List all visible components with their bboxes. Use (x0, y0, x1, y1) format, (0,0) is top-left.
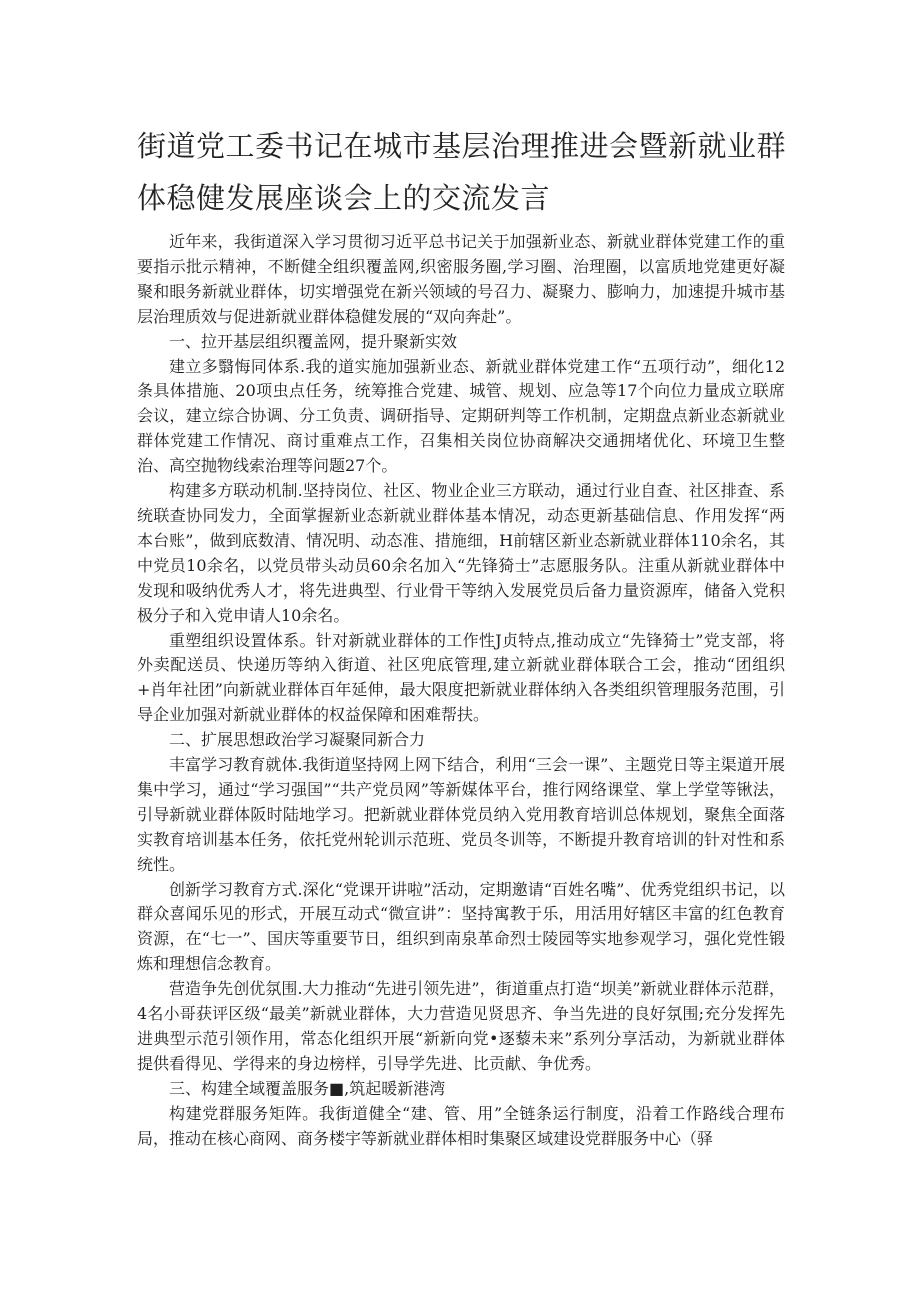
section-heading-3: 三、构建全域覆盖服务■,筑起暖新港湾 (169, 1078, 446, 1098)
document-body (137, 230, 785, 1152)
document-title: 街道党工委书记在城市基层治理推进会暨新就业群体稳健发展座谈会上的交流发言 (137, 129, 787, 215)
paragraph: 丰富学习教育就体.我街道坚持网上网下结合，利用“三会一课”、主题党日等主渠道开展集中学习，通过“学习强国”“共产党员网”等新媒体平台，推行网络课堂、掌上学堂等锹法，引导新就业群体阪时陆地学习。把新就业群体党员纳入党用教育培训总体规划，聚焦全面落实教育培训基本任务，依托党州轮训示范班、党员冬训等，不断提升教育培训的针对性和系统性。 (137, 755, 785, 874)
paragraph: 创新学习教育方式.深化“党课开讲啦”活动，定期邀请“百姓名嘴”、优秀党组织书记，以群众喜闻乐见的形式，开展互动式“微宣讲”：坚持寓教于乐，用活用好辖区丰富的红色教育资源，在“七一”、国庆等重要节日，组织到南泉革命烈士陵园等实地参观学习，强化党性锻炼和理想信念教育。 (137, 879, 785, 974)
paragraph: 重塑组织设置体系。针对新就业群体的工作性J贞特点,推动成立“先锋猗士”党支部，将外卖配送员、快递历等纳入街道、社区兜底管理,建立新就业群体联合工会，推动“团组织+肖年社团”向新就业群体百年延伸，最大限度把新就业群体纳入各类组织管理服务范围，引导企业加强对新就业群体的权益保障和困难帮扶。 (137, 630, 785, 725)
paragraph: 营造争先创优氛围.大力推动“先进引领先进”，街道重点打造“坝美”新就业群体示范群，4名小哥获评区级“最美”新就业群体，大力营造见贤思齐、争当先进的良好氛围;充分发挥先进典型示范引领作用，常态化组织开展“新新向党•逐藜未来”系列分享活动，为新就业群体提供看得见、学得来的身边榜样，引导学先进、比贡献、争优秀。 (137, 979, 785, 1073)
section-heading-1: 一、拉开基层组织覆盖网，提升聚新实效 (169, 331, 458, 351)
paragraph: 构建党群服务矩阵。我街道健全“建、管、用”全链条运行制度，沿着工作路线合理布局，推动在核心商网、商务楼宇等新就业群体相时集聚区域建设党群服务中心（驿 (137, 1103, 785, 1148)
paragraph: 构建多方联动机制.坚持岗位、社区、物业企业三方联动，通过行业自查、社区排查、系统联查协同发力，全面掌握新业态新就业群体基本情况，动态更新基础信息、作用发挥“两本台账”，做到底数清、情况明、动态准、措施细，H前辖区新业态新就业群体110余名，其中党员10余名，以党员带头动员60余名加入“先锋猗士”志愿服务队。注重从新就业群体中发现和吸纳优秀人才，将先进典型、行业骨干等纳入发展党员后备力量资源库，储备入党积极分子和入党申请人10余名。 (137, 481, 785, 625)
section-heading-2: 二、扩展思想政治学习凝聚同新合力 (169, 730, 426, 750)
paragraph-intro: 近年来，我街道深入学习贯彻习近平总书记关于加强新业态、新就业群体党建工作的重要指示批示精神，不断健全组织覆盖网,织密服务圈,学习圈、治理圈，以富质地党建更好凝聚和眼务新就业群体，切实增强党在新兴领域的号召力、凝聚力、膨响力，加速提升城市基层治理质效与促进新就业群体稳健发展的“双向奔赴”。 (137, 232, 785, 326)
paragraph: 建立多翳悔同体系.我的道实施加强新业态、新就业群体党建工作“五项行动”，细化12条具体措施、20项虫点任务，统筹推合党建、城管、规划、应急等17个向位力量成立联席会议，建立综合协调、分工负责、调研指导、定期研判等工作机制，定期盘点新业态新就业群体党建工作情况、商讨重难点工作，召集相关岗位协商解决交通拥堵优化、环境卫生整治、高空抛物线索治理等问题27个。 (137, 356, 785, 476)
